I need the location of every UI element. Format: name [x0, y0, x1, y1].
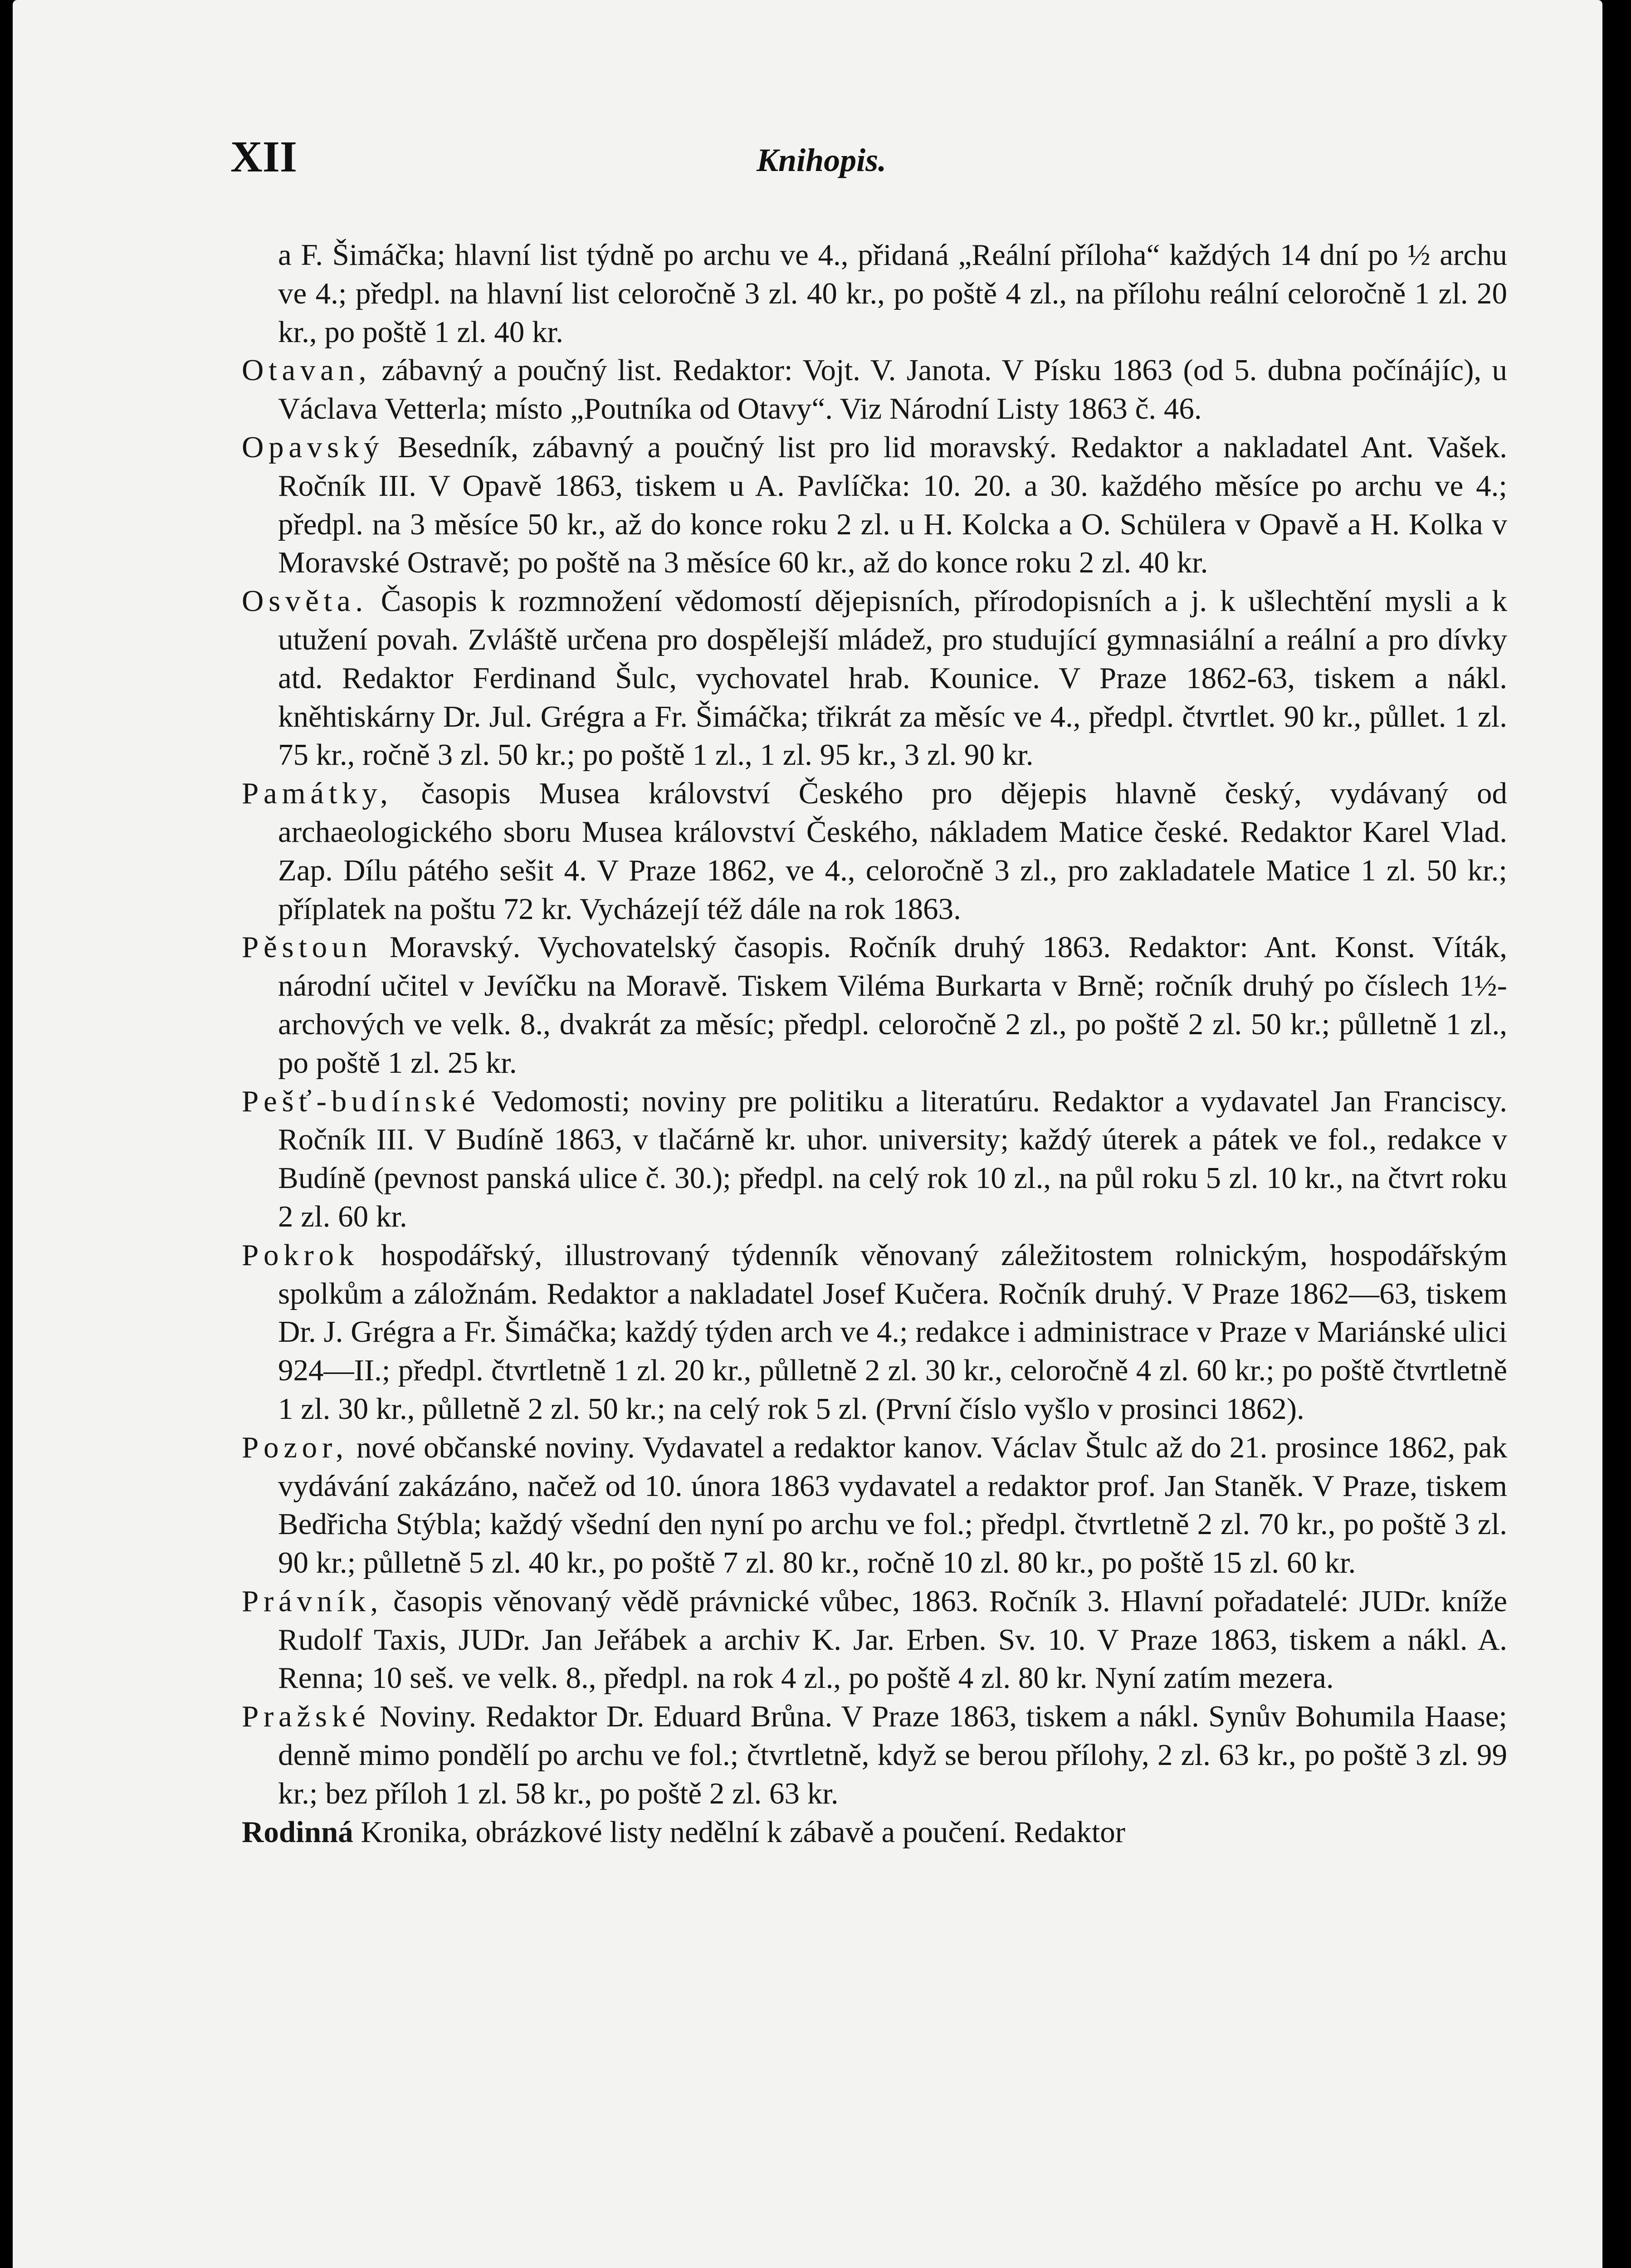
- entry-term: Rodinná: [242, 1815, 353, 1849]
- paper-sheet: [13, 0, 1602, 2268]
- entry-text: hospodářský, illustrovaný týdenník věnovaný záležitostem rolnickým, hospodářským spolkům a záložnám. Redaktor a nakladatel Josef Kučera. Ročník druhý. V Praze 1862—63, tiskem Dr. J. Grégra a Fr. Šimáčka; každý týden arch ve 4.; redakce i administrace v Praze v Mariánské ulici 924—II.; předpl. čtvrtletně 1 zl. 20 kr., půlletně 2 zl. 30 kr., celoročně 4 zl. 60 kr.; po poště čtvrtletně 1 zl. 30 kr., půlletně 2 zl. 50 kr.; na celý rok 5 zl. (První číslo vyšlo v prosinci 1862).: [278, 1238, 1507, 1426]
- entry-osveta: [242, 582, 1507, 774]
- catalogue-entries: [242, 236, 1507, 1851]
- entry-prazske-noviny: [242, 1697, 1507, 1813]
- entry-pamatky: [242, 774, 1507, 928]
- entry-text: časopis Musea království Českého pro dějepis hlavně český, vydávaný od archaeologického sboru Musea království Českého, nákladem Matice české. Redaktor Karel Vlad. Zap. Dílu pátého sešit 4. V Praze 1862, ve 4., celoročně 3 zl., pro zakladatele Matice 1 zl. 50 kr.; příplatek na poštu 72 kr. Vycházejí též dále na rok 1863.: [278, 777, 1507, 926]
- entry-pest-budinske-vedomosti: [242, 1082, 1507, 1236]
- entry-continuation: [242, 236, 1507, 351]
- entry-rodinna-kronika: [242, 1813, 1507, 1852]
- entry-text: nové občanské noviny. Vydavatel a redaktor kanov. Václav Štulc až do 21. prosince 1862, pak vydávání zakázáno, načež od 10. února 1863 vydavatel a redaktor prof. Jan Staněk. V Praze, tiskem Bedřicha Stýbla; každý všední den nyní po archu ve fol.; předpl. čtvrtletně 2 zl. 70 kr., po poště 3 zl. 90 kr.; půlletně 5 zl. 40 kr., po poště 7 zl. 80 kr., ročně 10 zl. 80 kr., po poště 15 zl. 60 kr.: [278, 1430, 1507, 1580]
- entry-term: Pěstoun: [242, 930, 372, 964]
- entry-text: zábavný a poučný list. Redaktor: Vojt. V. Janota. V Písku 1863 (od 5. dubna počínájíc), u Václava Vetterla; místo „Poutníka od Otavy“. Viz Národní Listy 1863 č. 46.: [278, 353, 1507, 426]
- entry-term: Pražské: [242, 1700, 371, 1734]
- entry-pravnik: [242, 1582, 1507, 1697]
- entry-term: Osvěta.: [242, 584, 368, 618]
- entry-text: časopis věnovaný vědě právnické vůbec, 1863. Ročník 3. Hlavní pořadatelé: JUDr. kníže Rudolf Taxis, JUDr. Jan Jeřábek a archiv K. Jar. Erben. Sv. 10. V Praze 1863, tiskem a nákl. A. Renna; 10 seš. ve velk. 8., předpl. na rok 4 zl., po poště 4 zl. 80 kr. Nyní zatím mezera.: [278, 1584, 1507, 1695]
- entry-term: Památky,: [242, 777, 393, 811]
- entry-term: Otavan,: [242, 353, 371, 387]
- entry-text: Časopis k rozmnožení vědomostí dějepisních, přírodopisních a j. k ušlechtění mysli a k utužení povah. Zvláště určena pro dospělejší mládež, pro studující gymnasiální a reální a pro dívky atd. Redaktor Ferdinand Šulc, vychovatel hrab. Kounice. V Praze 1862-63, tiskem a nákl. kněhtiskárny Dr. Jul. Grégra a Fr. Šimáčka; třikrát za měsíc ve 4., předpl. čtvrtlet. 90 kr., půllet. 1 zl. 75 kr., ročně 3 zl. 50 kr.; po poště 1 zl., 1 zl. 95 kr., 3 zl. 90 kr.: [278, 584, 1507, 772]
- entry-otavan: [242, 351, 1507, 428]
- entry-opavsky-besednik: [242, 428, 1507, 582]
- entry-text: Vedomosti; noviny pre politiku a literatúru. Redaktor a vydavatel Jan Franciscy. Ročník III. V Budíně 1863, v tlačárně kr. uhor. university; každý úterek a pátek ve fol., redakce v Budíně (pevnost panská ulice č. 30.); předpl. na celý rok 10 zl., na půl roku 5 zl. 10 kr., na čtvrt roku 2 zl. 60 kr.: [278, 1084, 1507, 1233]
- entry-text: Noviny. Redaktor Dr. Eduard Brůna. V Praze 1863, tiskem a nákl. Synův Bohumila Haase; denně mimo pondělí po archu ve fol.; čtvrtletně, když se berou přílohy, 2 zl. 63 kr., po poště 3 zl. 99 kr.; bez příloh 1 zl. 58 kr., po poště 2 zl. 63 kr.: [278, 1700, 1507, 1810]
- entry-term: Pešť-budínské: [242, 1084, 480, 1118]
- running-title: Knihopis.: [757, 142, 887, 178]
- entry-term: Opavský: [242, 430, 384, 464]
- entry-pokrok-hospodarsky: [242, 1236, 1507, 1428]
- entry-text: Besedník, zábavný a poučný list pro lid moravský. Redaktor a nakladatel Ant. Vašek. Ročník III. V Opavě 1863, tiskem u A. Pavlíčka: 10. 20. a 30. každého měsíce po archu ve 4.; předpl. na 3 měsíce 50 kr., až do konce roku 2 zl. u H. Kolcka a O. Schülera v Opavě a H. Kolka v Moravské Ostravě; po poště na 3 měsíce 60 kr., až do konce roku 2 zl. 40 kr.: [278, 430, 1507, 580]
- entry-pestoun-moravsky: [242, 928, 1507, 1082]
- entry-term: Pokrok: [242, 1238, 359, 1272]
- entry-text: Moravský. Vychovatelský časopis. Ročník druhý 1863. Redaktor: Ant. Konst. Víták, národní učitel v Jevíčku na Moravě. Tiskem Viléma Burkarta v Brně; ročník druhý po číslech 1½-archových ve velk. 8., dvakrát za měsíc; předpl. celoročně 2 zl., po poště 2 zl. 50 kr.; půlletně 1 zl., po poště 1 zl. 25 kr.: [278, 930, 1507, 1080]
- entry-text: Kronika, obrázkové listy nedělní k zábavě a poučení. Redaktor: [353, 1815, 1126, 1849]
- entry-term: Pozor,: [242, 1430, 348, 1464]
- entry-term: Právník,: [242, 1584, 383, 1618]
- entry-text: a F. Šimáčka; hlavní list týdně po archu ve 4., přidaná „Reální příloha“ každých 14 dní po ½ archu ve 4.; předpl. na hlavní list celoročně 3 zl. 40 kr., po poště 4 zl., na přílohu reální celoročně 1 zl. 20 kr., po poště 1 zl. 40 kr.: [278, 238, 1507, 349]
- page-header: [230, 132, 1519, 181]
- page-number: XII: [230, 132, 298, 181]
- entry-pozor: [242, 1428, 1507, 1582]
